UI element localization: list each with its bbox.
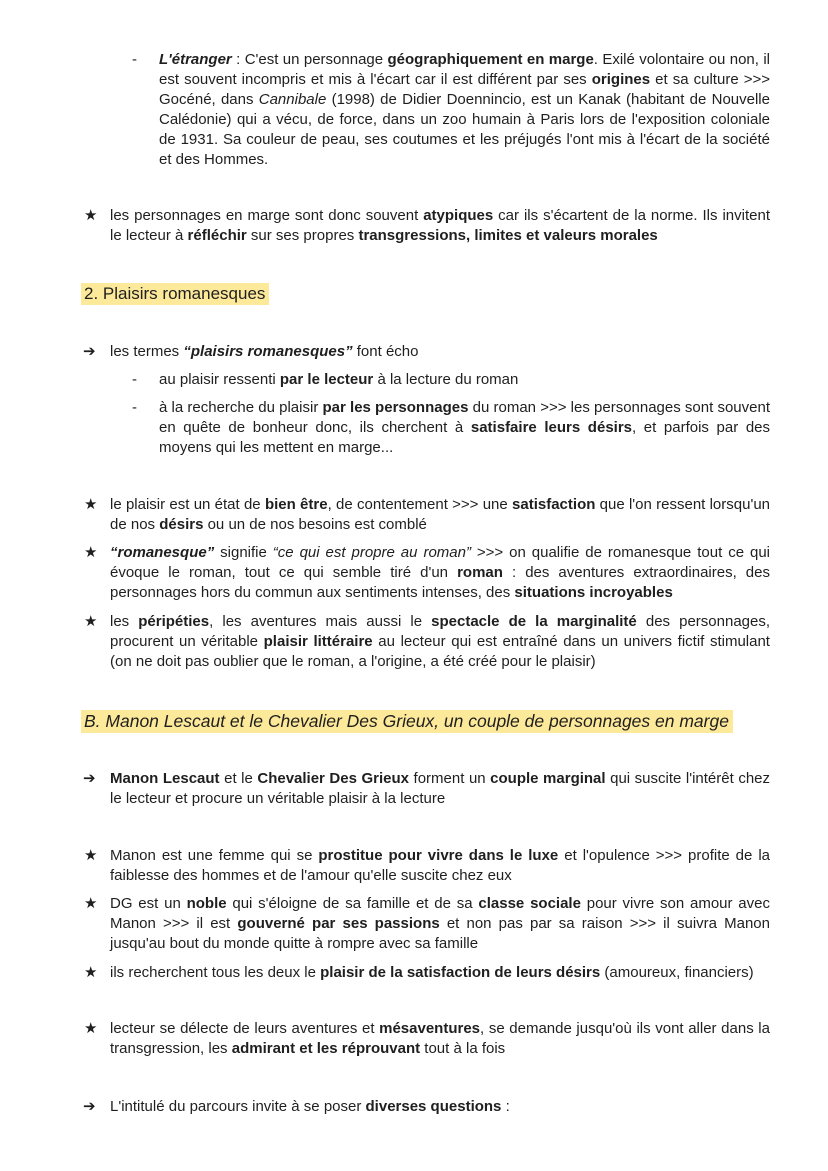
paragraph-lecteur: au plaisir ressenti par le lecteur à la lecture du roman bbox=[159, 371, 519, 388]
paragraph-couple: Manon Lescaut et le Chevalier Des Grieux forment un couple marginal qui suscite l'intérêt chez le lecteur et procure un véritable plaisir à la lecture bbox=[110, 770, 770, 807]
paragraph-lecteur-delecte: lecteur se délecte de leurs aventures et mésaventures, se demande jusqu'où ils vont aller dans la transgression, les admirant et les réprouvant tout à la fois bbox=[110, 1020, 770, 1057]
list-item-dg bbox=[0, 894, 828, 954]
dash-bullet: - bbox=[132, 51, 137, 68]
list-item-both bbox=[0, 963, 828, 983]
list-item-etranger bbox=[0, 50, 828, 170]
star-bullet: ★ bbox=[84, 613, 98, 630]
paragraph-atypiques: les personnages en marge sont donc souvent atypiques car ils s'écartent de la norme. Ils invitent le lecteur à réfléchir sur ses propres transgressions, limites et valeurs morales bbox=[110, 207, 770, 244]
star-bullet: ★ bbox=[84, 1020, 98, 1037]
arrow-bullet: ➔ bbox=[83, 770, 96, 787]
paragraph-manon: Manon est une femme qui se prostitue pour vivre dans le luxe et l'opulence >>> profite de la faiblesse des hommes et de l'amour qu'elle suscite chez eux bbox=[110, 847, 770, 884]
arrow-bullet: ➔ bbox=[83, 343, 96, 360]
paragraph-etat: le plaisir est un état de bien être, de contentement >>> une satisfaction que l'on ressent lorsqu'un de nos désirs ou un de nos besoins est comblé bbox=[110, 496, 771, 533]
paragraph-romanesque: “romanesque” signifie “ce qui est propre au roman” >>> on qualifie de romanesque tout ce qui évoque le roman, tout ce qui semble tiré d'un roman : des aventures extraordinaires, des personnages hors du commun aux sentiments intenses, des situations incroyables bbox=[110, 544, 770, 601]
dash-bullet: - bbox=[132, 371, 137, 388]
list-item-peripeties bbox=[0, 612, 828, 672]
list-item-couple bbox=[0, 769, 828, 809]
section-heading-manon: B. Manon Lescaut et le Chevalier Des Grieux, un couple de personnages en marge bbox=[81, 710, 733, 732]
star-bullet: ★ bbox=[84, 964, 98, 981]
list-item-etat bbox=[0, 495, 828, 535]
list-item-romanesque bbox=[0, 543, 828, 603]
list-item-lecteur bbox=[0, 370, 828, 390]
star-bullet: ★ bbox=[84, 544, 98, 561]
paragraph-echo: les termes “plaisirs romanesques” font écho bbox=[110, 343, 419, 360]
paragraph-personnages: à la recherche du plaisir par les personnages du roman >>> les personnages sont souvent en quête de bonheur donc, ils cherchent à satisfaire leurs désirs, et parfois par des moyens qui les mettent en marge... bbox=[159, 399, 770, 456]
star-bullet: ★ bbox=[84, 207, 98, 224]
star-bullet: ★ bbox=[84, 496, 98, 513]
paragraph-intitule: L'intitulé du parcours invite à se poser diverses questions : bbox=[110, 1098, 510, 1115]
term-etranger: L'étranger bbox=[159, 51, 232, 68]
star-bullet: ★ bbox=[84, 895, 98, 912]
paragraph-both: ils recherchent tous les deux le plaisir de la satisfaction de leurs désirs (amoureux, financiers) bbox=[110, 964, 754, 981]
star-bullet: ★ bbox=[84, 847, 98, 864]
list-item-atypiques bbox=[0, 206, 828, 246]
list-item-manon bbox=[0, 846, 828, 886]
arrow-bullet: ➔ bbox=[83, 1098, 96, 1115]
list-item-intitule bbox=[0, 1097, 828, 1117]
list-item-personnages bbox=[0, 398, 828, 458]
paragraph-etranger: L'étranger : C'est un personnage géographiquement en marge. Exilé volontaire ou non, il est souvent incompris et mis à l'écart car il est différent par ses origines et sa culture >>> Gocéné, dans Cannibale (1998) de Didier Doennincio, est un Kanak (habitant de Nouvelle Calédonie) qui a vécu, de force, dans un zoo humain à Paris lors de l'exposition coloniale de 1931. Sa couleur de peau, ses coutumes et les préjugés l'ont mis à l'écart de la société et des Hommes. bbox=[159, 51, 770, 168]
paragraph-peripeties: les péripéties, les aventures mais aussi le spectacle de la marginalité des personnages, procurent un véritable plaisir littéraire au lecteur qui est entraîné dans un univers fictif stimulant (on ne doit pas oublier que le roman, a l'origine, a été créé pour le plaisir) bbox=[110, 613, 771, 670]
dash-bullet: - bbox=[132, 399, 137, 416]
section-heading-plaisirs: 2. Plaisirs romanesques bbox=[81, 283, 269, 305]
list-item-lecteur-delecte bbox=[0, 1019, 828, 1059]
paragraph-dg: DG est un noble qui s'éloigne de sa famille et de sa classe sociale pour vivre son amour avec Manon >>> il est gouverné par ses passions et non pas par sa raison >>> il suivra Manon jusqu'au bout du monde quitte à rompre avec sa famille bbox=[110, 895, 770, 952]
list-item-echo bbox=[0, 342, 828, 362]
